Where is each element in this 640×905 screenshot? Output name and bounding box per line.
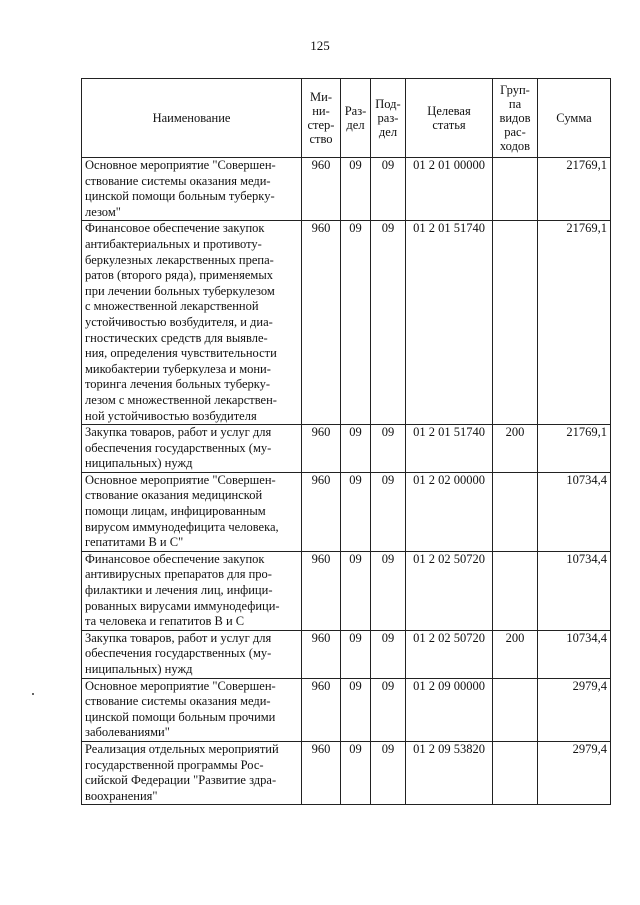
row-target: 01 2 01 51740 [406, 425, 493, 473]
row-subsection: 09 [371, 551, 406, 630]
row-ministry: 960 [302, 158, 341, 221]
row-section: 09 [341, 678, 371, 741]
row-subsection: 09 [371, 630, 406, 678]
row-section: 09 [341, 551, 371, 630]
table-row [82, 741, 611, 804]
row-name: Закупка товаров, работ и услуг для обеспечения государственных (му- ниципальных) нужд [82, 425, 302, 473]
row-subsection: 09 [371, 425, 406, 473]
row-ministry: 960 [302, 630, 341, 678]
scan-speck [32, 693, 34, 695]
row-target: 01 2 09 00000 [406, 678, 493, 741]
row-section: 09 [341, 221, 371, 425]
row-sum: 21769,1 [538, 425, 611, 473]
row-subsection: 09 [371, 678, 406, 741]
row-sum: 21769,1 [538, 221, 611, 425]
row-subsection: 09 [371, 741, 406, 804]
row-section: 09 [341, 741, 371, 804]
row-group [493, 472, 538, 551]
table-row [82, 472, 611, 551]
row-target: 01 2 09 53820 [406, 741, 493, 804]
row-subsection: 09 [371, 472, 406, 551]
header-ministry: Ми- ни- стер- ство [302, 79, 341, 158]
row-ministry: 960 [302, 425, 341, 473]
row-subsection: 09 [371, 221, 406, 425]
header-group: Груп- па видов рас- ходов [493, 79, 538, 158]
row-target: 01 2 01 51740 [406, 221, 493, 425]
table-row [82, 551, 611, 630]
row-group [493, 678, 538, 741]
table-row [82, 221, 611, 425]
row-ministry: 960 [302, 678, 341, 741]
row-target: 01 2 01 00000 [406, 158, 493, 221]
row-name: Основное мероприятие "Совершен- ствование оказания медицинской помощи лицам, инфицированным вирусом иммунодефицита человека, гепатитами В и С" [82, 472, 302, 551]
row-section: 09 [341, 158, 371, 221]
row-name: Основное мероприятие "Совершен- ствование системы оказания меди- цинской помощи больным прочими заболеваниями" [82, 678, 302, 741]
row-group: 200 [493, 425, 538, 473]
row-ministry: 960 [302, 741, 341, 804]
row-target: 01 2 02 50720 [406, 630, 493, 678]
row-name: Основное мероприятие "Совершен- ствование системы оказания меди- цинской помощи больным туберку- лезом" [82, 158, 302, 221]
row-sum: 2979,4 [538, 678, 611, 741]
table-row [82, 630, 611, 678]
row-target: 01 2 02 00000 [406, 472, 493, 551]
row-name: Реализация отдельных мероприятий государственной программы Рос- сийской Федерации "Развитие здра- воохранения" [82, 741, 302, 804]
table-row [82, 158, 611, 221]
table-header-row [82, 79, 611, 158]
row-sum: 10734,4 [538, 472, 611, 551]
header-name: Наименование [82, 79, 302, 158]
row-sum: 10734,4 [538, 630, 611, 678]
row-group [493, 221, 538, 425]
header-sum: Сумма [538, 79, 611, 158]
budget-table [81, 78, 611, 805]
row-group [493, 551, 538, 630]
header-subsection: Под- раз- дел [371, 79, 406, 158]
row-ministry: 960 [302, 221, 341, 425]
page-number: 125 [310, 38, 330, 53]
row-section: 09 [341, 425, 371, 473]
row-sum: 21769,1 [538, 158, 611, 221]
header-section: Раз- дел [341, 79, 371, 158]
row-ministry: 960 [302, 472, 341, 551]
row-ministry: 960 [302, 551, 341, 630]
row-section: 09 [341, 630, 371, 678]
table-row [82, 425, 611, 473]
row-group: 200 [493, 630, 538, 678]
table-row [82, 678, 611, 741]
row-group [493, 158, 538, 221]
row-section: 09 [341, 472, 371, 551]
header-target: Целевая статья [406, 79, 493, 158]
row-sum: 2979,4 [538, 741, 611, 804]
row-name: Закупка товаров, работ и услуг для обеспечения государственных (му- ниципальных) нужд [82, 630, 302, 678]
row-subsection: 09 [371, 158, 406, 221]
row-sum: 10734,4 [538, 551, 611, 630]
row-name: Финансовое обеспечение закупок антивирусных препаратов для про- филактики и лечения лиц, инфици- рованных вирусами иммунодефици- та человека и гепатитов В и С [82, 551, 302, 630]
row-target: 01 2 02 50720 [406, 551, 493, 630]
row-name: Финансовое обеспечение закупок антибактериальных и противоту- беркулезных лекарственных препа- ратов (второго ряда), применяемых при лечении больных туберкулезом с множественной лекарственной устойчивостью возбудителя, и диа- гностических средств для выявле- ния, определения чувствительности микобактерии туберкулеза и мони- торинга лечения больных туберку- лезом с множественной лекарствен- ной устойчивостью возбудителя [82, 221, 302, 425]
row-group [493, 741, 538, 804]
